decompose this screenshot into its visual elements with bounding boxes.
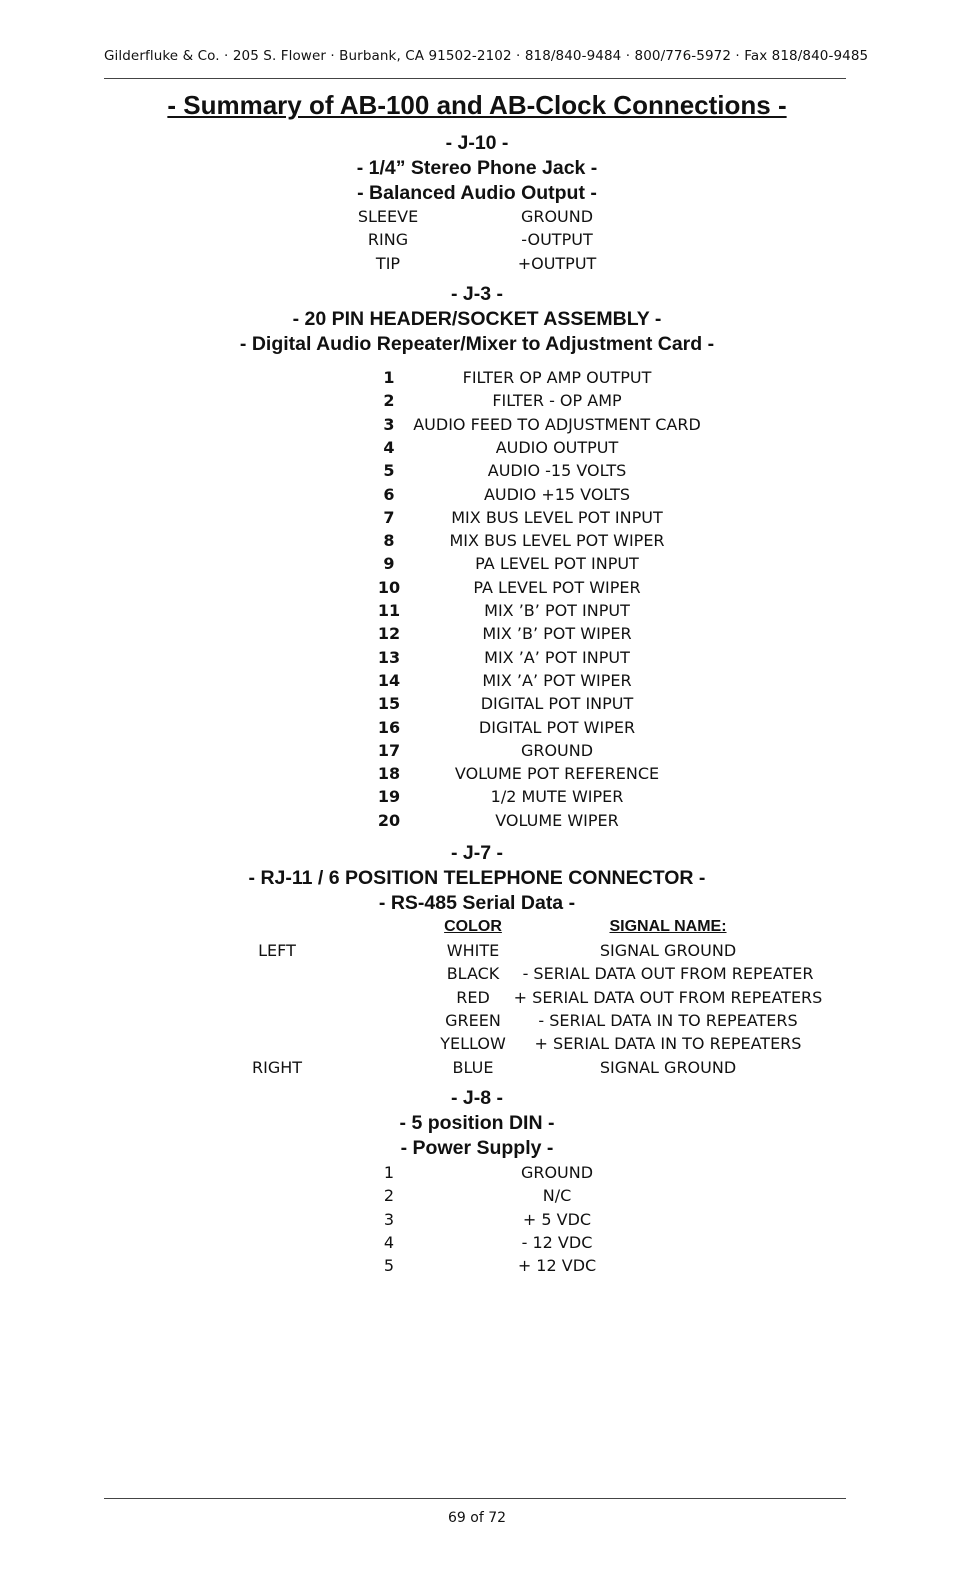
j10-signal: +OUTPUT — [517, 254, 597, 273]
j7-line: - RS-485 Serial Data - — [378, 892, 576, 914]
j7-wire-color: BLACK — [446, 964, 500, 983]
j3-pin-number: 5 — [383, 461, 395, 480]
j3-pin-signal: MIX ’B’ POT INPUT — [484, 601, 630, 620]
j3-pin-number: 11 — [377, 601, 401, 620]
j8-pin-number: 1 — [383, 1163, 395, 1182]
j8-pin-signal: + 5 VDC — [522, 1210, 592, 1229]
j3-pin-number: 9 — [383, 554, 395, 573]
j7-signal-name: - SERIAL DATA IN TO REPEATERS — [538, 1011, 798, 1030]
j3-pin-number: 1 — [383, 368, 395, 387]
j8-line: - Power Supply - — [400, 1137, 554, 1159]
j3-pin-number: 15 — [377, 694, 401, 713]
j8-pin-signal: - 12 VDC — [521, 1233, 593, 1252]
j3-pin-number: 7 — [383, 508, 395, 527]
j8-pin-signal: GROUND — [520, 1163, 594, 1182]
j10-pin-label: TIP — [375, 254, 401, 273]
j10-signal: -OUTPUT — [521, 230, 593, 249]
j3-line: - 20 PIN HEADER/SOCKET ASSEMBLY - — [292, 308, 662, 330]
j3-pin-signal: AUDIO FEED TO ADJUSTMENT CARD — [413, 415, 701, 434]
j7-side-label: LEFT — [258, 941, 296, 960]
j7-color-header: COLOR — [444, 918, 502, 935]
j7-signal-name: SIGNAL GROUND — [599, 941, 737, 960]
j3-pin-number: 16 — [377, 718, 401, 737]
page-title: - Summary of AB-100 and AB-Clock Connections - — [167, 90, 787, 120]
j3-pin-signal: DIGITAL POT WIPER — [478, 718, 636, 737]
j10-pin-label: RING — [367, 230, 409, 249]
j3-pin-number: 20 — [377, 811, 401, 830]
j7-signal-header: SIGNAL NAME: — [609, 918, 727, 935]
j8-line: - 5 position DIN - — [399, 1112, 555, 1134]
j3-pin-number: 10 — [377, 578, 401, 597]
j7-wire-color: GREEN — [445, 1011, 501, 1030]
j7-signal-name: + SERIAL DATA IN TO REPEATERS — [534, 1034, 802, 1053]
j3-pin-number: 13 — [377, 648, 401, 667]
j8-pin-number: 3 — [383, 1210, 395, 1229]
j10-pin-label: SLEEVE — [357, 207, 419, 226]
j7-side-label: RIGHT — [251, 1058, 303, 1077]
j7-signal-name: - SERIAL DATA OUT FROM REPEATER — [522, 964, 814, 983]
j3-pin-signal: PA LEVEL POT INPUT — [475, 554, 639, 573]
j3-pin-signal: MIX ’B’ POT WIPER — [482, 624, 632, 643]
j8-pin-signal: + 12 VDC — [517, 1256, 597, 1275]
page-number: 69 of 72 — [447, 1510, 507, 1526]
j7-heading — [0, 841, 954, 916]
j10-line: - J-10 - — [445, 132, 509, 154]
j7-wire-color: WHITE — [446, 941, 500, 960]
j10-line: - Balanced Audio Output - — [357, 182, 597, 204]
j3-pin-signal: AUDIO OUTPUT — [495, 438, 619, 457]
j7-signal-name: + SERIAL DATA OUT FROM REPEATERS — [513, 988, 823, 1007]
j10-signal: GROUND — [520, 207, 594, 226]
j7-signal-name: SIGNAL GROUND — [599, 1058, 737, 1077]
j3-pin-number: 3 — [383, 415, 395, 434]
j7-wire-color: YELLOW — [440, 1034, 506, 1053]
j8-heading — [0, 1086, 954, 1161]
j8-pin-number: 4 — [383, 1233, 395, 1252]
j3-pin-signal: FILTER OP AMP OUTPUT — [462, 368, 652, 387]
j3-pin-signal: AUDIO +15 VOLTS — [483, 485, 631, 504]
page-header: Gilderfluke & Co. · 205 S. Flower · Burbank, CA 91502-2102 · 818/840-9484 · 800/776-5972 · Fax 818/840-9485 — [104, 48, 869, 64]
j3-pin-signal: FILTER - OP AMP — [492, 391, 622, 410]
j7-wire-color: RED — [456, 988, 490, 1007]
header-rule — [104, 78, 846, 79]
j8-pin-signal: N/C — [542, 1186, 572, 1205]
j8-line: - J-8 - — [450, 1087, 503, 1109]
j8-pin-number: 2 — [383, 1186, 395, 1205]
j10-heading — [0, 131, 954, 206]
j3-line: - J-3 - — [450, 283, 503, 305]
j3-pin-signal: MIX BUS LEVEL POT INPUT — [451, 508, 663, 527]
j3-pin-signal: VOLUME POT REFERENCE — [454, 764, 660, 783]
j3-line: - Digital Audio Repeater/Mixer to Adjustment Card - — [239, 333, 715, 355]
j3-pin-number: 17 — [377, 741, 401, 760]
j3-pin-signal: MIX ’A’ POT WIPER — [482, 671, 632, 690]
j3-pin-signal: AUDIO -15 VOLTS — [487, 461, 627, 480]
j3-pin-number: 6 — [383, 485, 395, 504]
j3-pin-signal: GROUND — [520, 741, 594, 760]
j7-line: - RJ-11 / 6 POSITION TELEPHONE CONNECTOR - — [248, 867, 706, 889]
j3-pin-number: 4 — [383, 438, 395, 457]
j3-pin-signal: MIX BUS LEVEL POT WIPER — [449, 531, 665, 550]
j3-pin-number: 12 — [377, 624, 401, 643]
j3-pin-number: 18 — [377, 764, 401, 783]
j10-line: - 1/4” Stereo Phone Jack - — [356, 157, 598, 179]
j3-pin-number: 8 — [383, 531, 395, 550]
j3-pin-signal: PA LEVEL POT WIPER — [473, 578, 641, 597]
j3-heading — [0, 282, 954, 357]
footer-rule — [104, 1498, 846, 1499]
j3-pin-number: 2 — [383, 391, 395, 410]
j8-pin-number: 5 — [383, 1256, 395, 1275]
j3-pin-number: 19 — [377, 787, 401, 806]
j3-pin-signal: MIX ’A’ POT INPUT — [484, 648, 630, 667]
j7-line: - J-7 - — [450, 842, 503, 864]
j3-pin-signal: DIGITAL POT INPUT — [480, 694, 634, 713]
j3-pin-signal: VOLUME WIPER — [495, 811, 619, 830]
j3-pin-signal: 1/2 MUTE WIPER — [490, 787, 624, 806]
j7-wire-color: BLUE — [452, 1058, 494, 1077]
j3-pin-number: 14 — [377, 671, 401, 690]
